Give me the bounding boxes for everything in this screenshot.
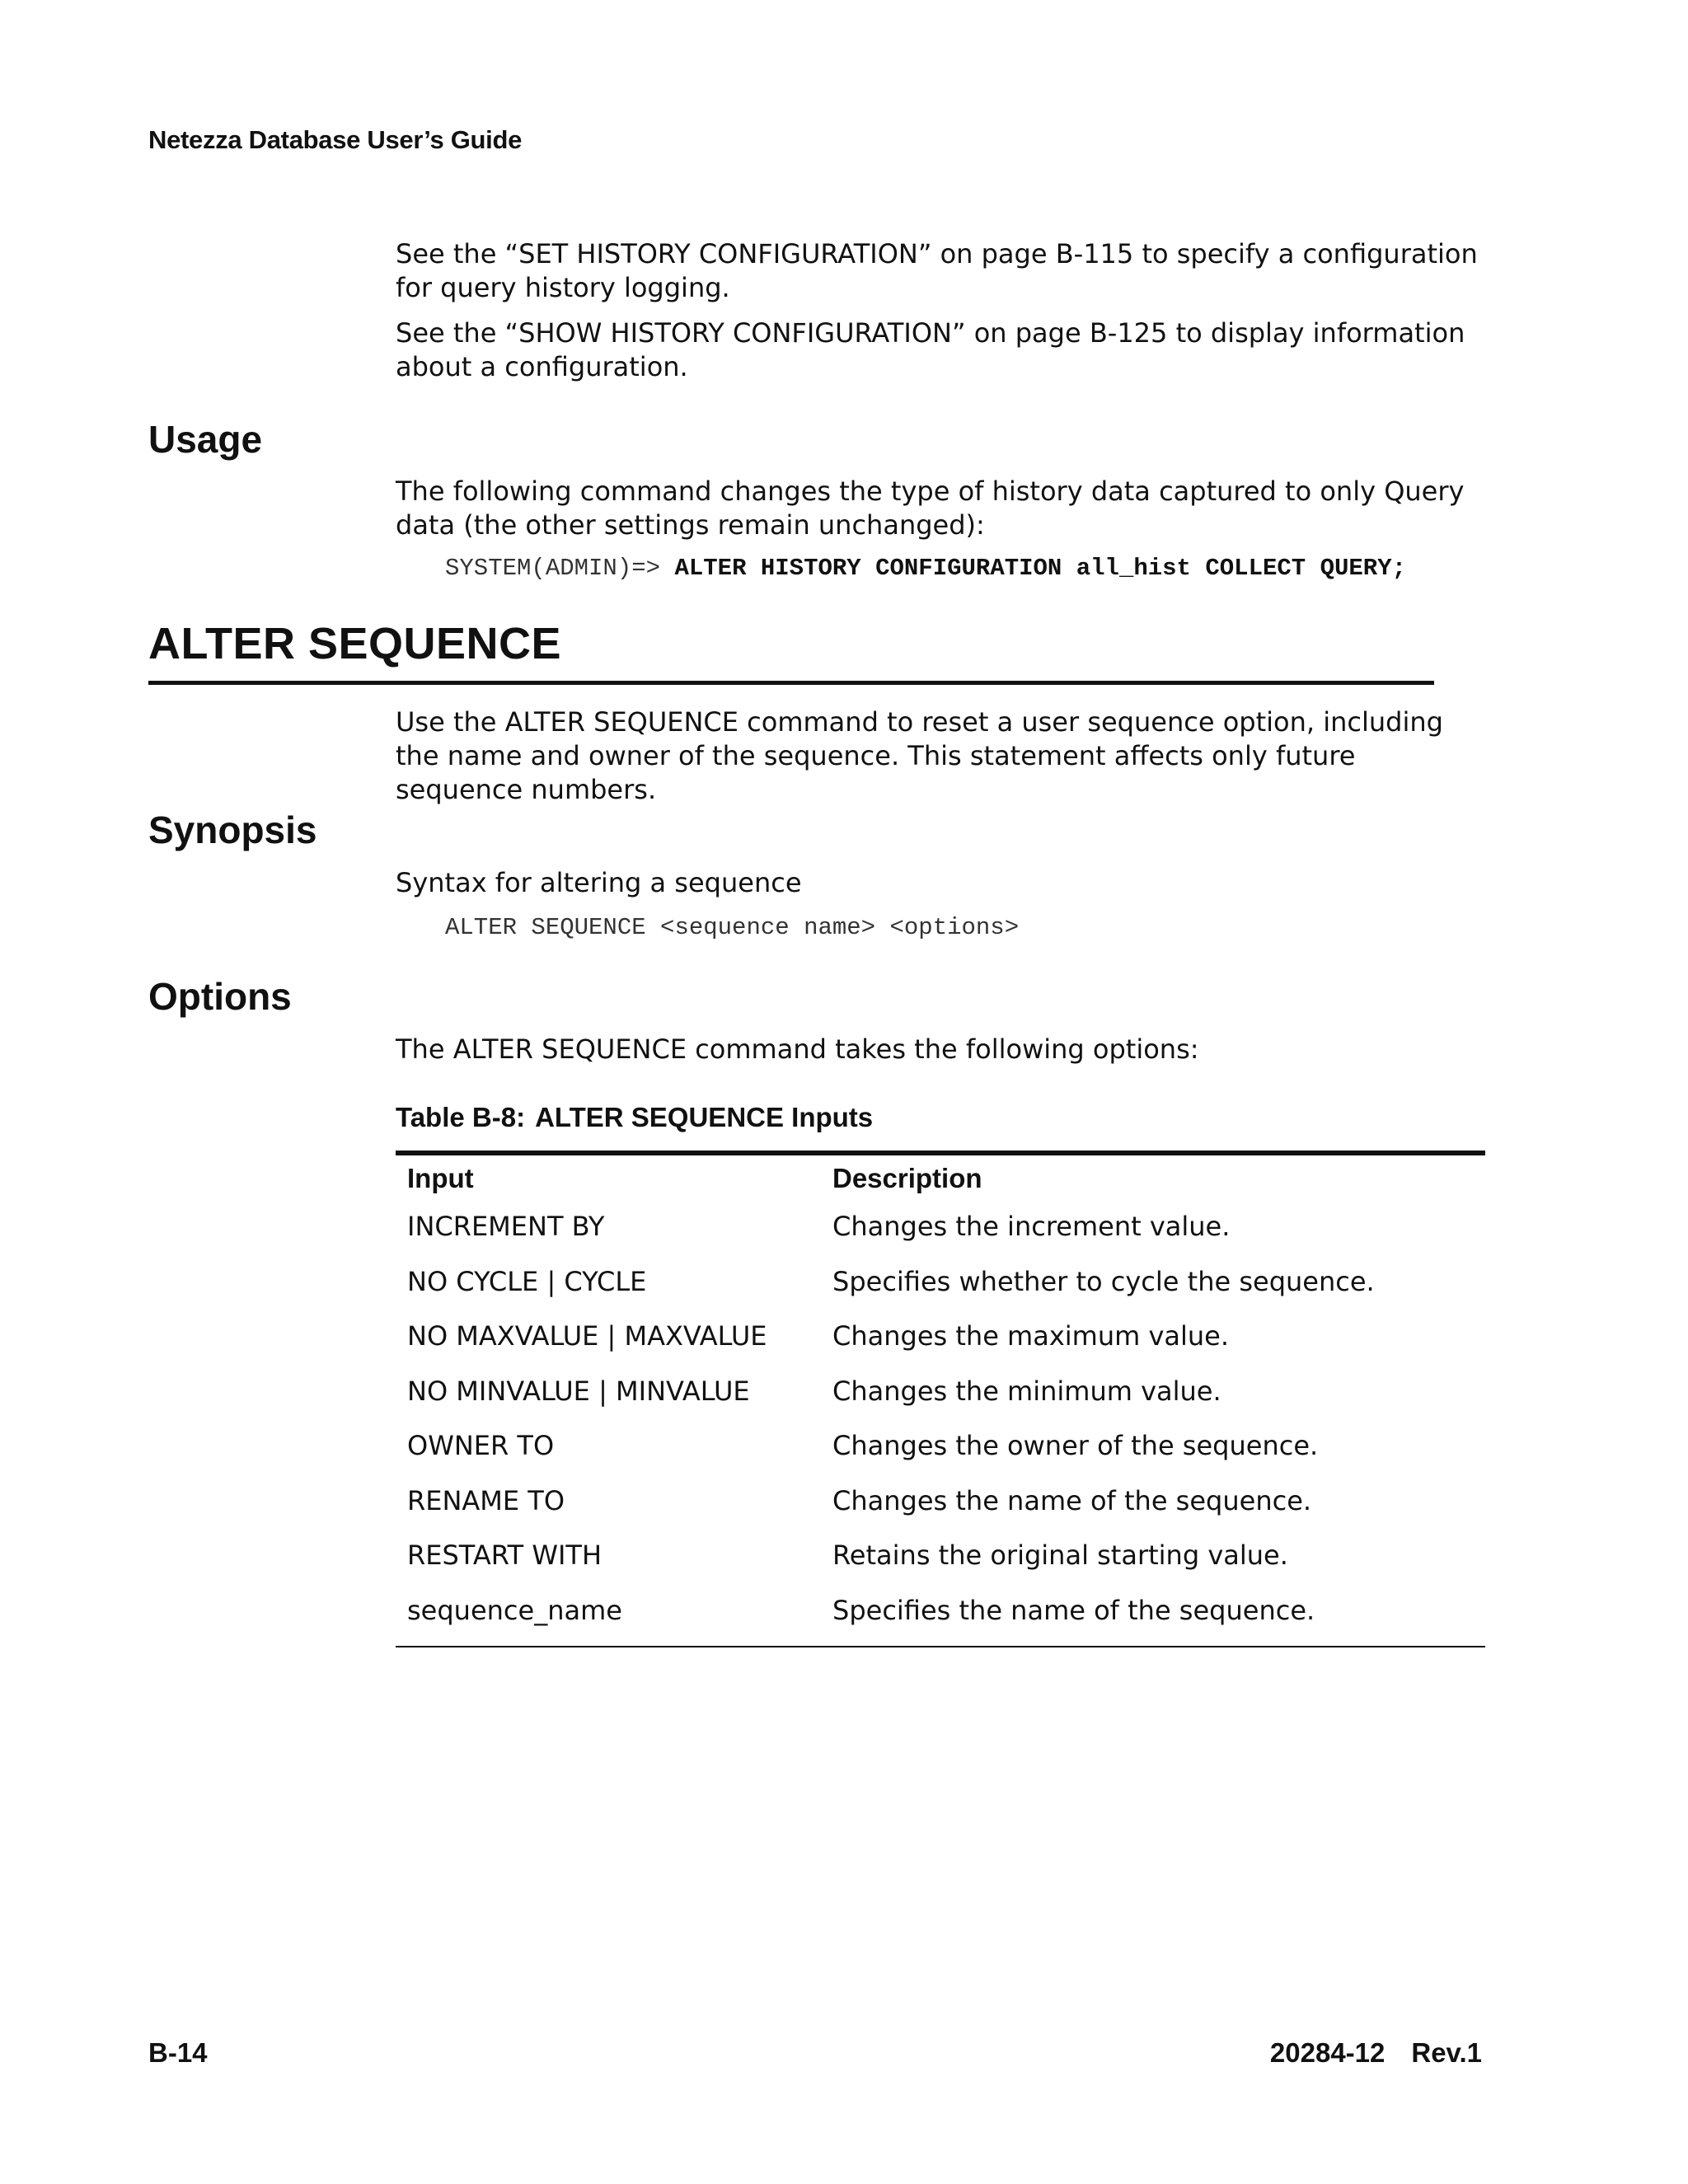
table-caption bbox=[396, 1102, 873, 1133]
cell-input: NO CYCLE | CYCLE bbox=[407, 1265, 647, 1297]
cell-input: OWNER TO bbox=[407, 1430, 555, 1461]
table-caption-title: ALTER SEQUENCE Inputs bbox=[535, 1102, 874, 1132]
usage-code-example bbox=[445, 555, 1406, 582]
running-header: Netezza Database User’s Guide bbox=[148, 125, 523, 154]
table-header-row bbox=[396, 1160, 1485, 1208]
table-row bbox=[396, 1373, 1485, 1428]
cell-description: Changes the increment value. bbox=[832, 1211, 1231, 1242]
synopsis-heading: Synopsis bbox=[148, 808, 317, 851]
column-header-description: Description bbox=[832, 1163, 982, 1193]
options-table bbox=[396, 1160, 1485, 1647]
table-bottom-rule bbox=[396, 1646, 1485, 1647]
intro-paragraph-set-history: See the “SET HISTORY CONFIGURATION” on page B-115 to specify a configuration for query history logging. bbox=[396, 238, 1478, 303]
revision: Rev.1 bbox=[1411, 2037, 1482, 2068]
usage-paragraph: The following command changes the type of history data captured to only Query data (the other settings remain unchanged): bbox=[396, 476, 1465, 541]
cell-description: Retains the original starting value. bbox=[832, 1540, 1288, 1571]
cell-description: Specifies the name of the sequence. bbox=[832, 1594, 1315, 1626]
cell-input: RENAME TO bbox=[407, 1484, 565, 1516]
code-prompt: SYSTEM(ADMIN)=> bbox=[445, 555, 661, 582]
table-top-rule bbox=[396, 1151, 1485, 1155]
cell-description: Changes the owner of the sequence. bbox=[832, 1430, 1319, 1461]
table-row bbox=[396, 1318, 1485, 1373]
table-row bbox=[396, 1537, 1485, 1592]
cell-input: INCREMENT BY bbox=[407, 1211, 605, 1242]
synopsis-paragraph: Syntax for altering a sequence bbox=[396, 867, 802, 898]
options-heading: Options bbox=[148, 975, 292, 1018]
cell-input: NO MINVALUE | MINVALUE bbox=[407, 1375, 750, 1407]
options-paragraph: The ALTER SEQUENCE command takes the following options: bbox=[396, 1033, 1199, 1065]
heading-rule bbox=[148, 681, 1434, 685]
code-command: ALTER HISTORY CONFIGURATION all_hist COLLECT QUERY; bbox=[674, 555, 1406, 582]
usage-heading: Usage bbox=[148, 418, 263, 461]
table-row bbox=[396, 1427, 1485, 1483]
page-number: B-14 bbox=[148, 2037, 208, 2068]
cell-description: Changes the minimum value. bbox=[832, 1375, 1221, 1407]
table-row bbox=[396, 1483, 1485, 1538]
synopsis-code: ALTER SEQUENCE <sequence name> <options> bbox=[445, 914, 1020, 941]
cell-description: Specifies whether to cycle the sequence. bbox=[832, 1265, 1375, 1297]
table-row bbox=[396, 1263, 1485, 1319]
cell-input: RESTART WITH bbox=[407, 1540, 603, 1571]
alter-sequence-heading: ALTER SEQUENCE bbox=[148, 619, 562, 668]
cell-input: NO MAXVALUE | MAXVALUE bbox=[407, 1320, 767, 1352]
doc-number: 20284-12 bbox=[1269, 2037, 1386, 2068]
column-header-input: Input bbox=[407, 1163, 474, 1193]
table-row bbox=[396, 1592, 1485, 1647]
cell-description: Changes the name of the sequence. bbox=[832, 1484, 1312, 1516]
alter-sequence-description: Use the ALTER SEQUENCE command to reset a user sequence option, including the name and owner of the sequence. This statement affects only future sequence numbers. bbox=[396, 706, 1443, 805]
table-row bbox=[396, 1208, 1485, 1263]
cell-description: Changes the maximum value. bbox=[832, 1320, 1230, 1352]
intro-paragraph-show-history: See the “SHOW HISTORY CONFIGURATION” on page B-125 to display information about a configuration. bbox=[396, 317, 1465, 382]
table-caption-label: Table B-8: bbox=[396, 1102, 526, 1132]
document-id bbox=[1270, 2037, 1482, 2069]
cell-input: sequence_name bbox=[407, 1594, 622, 1626]
